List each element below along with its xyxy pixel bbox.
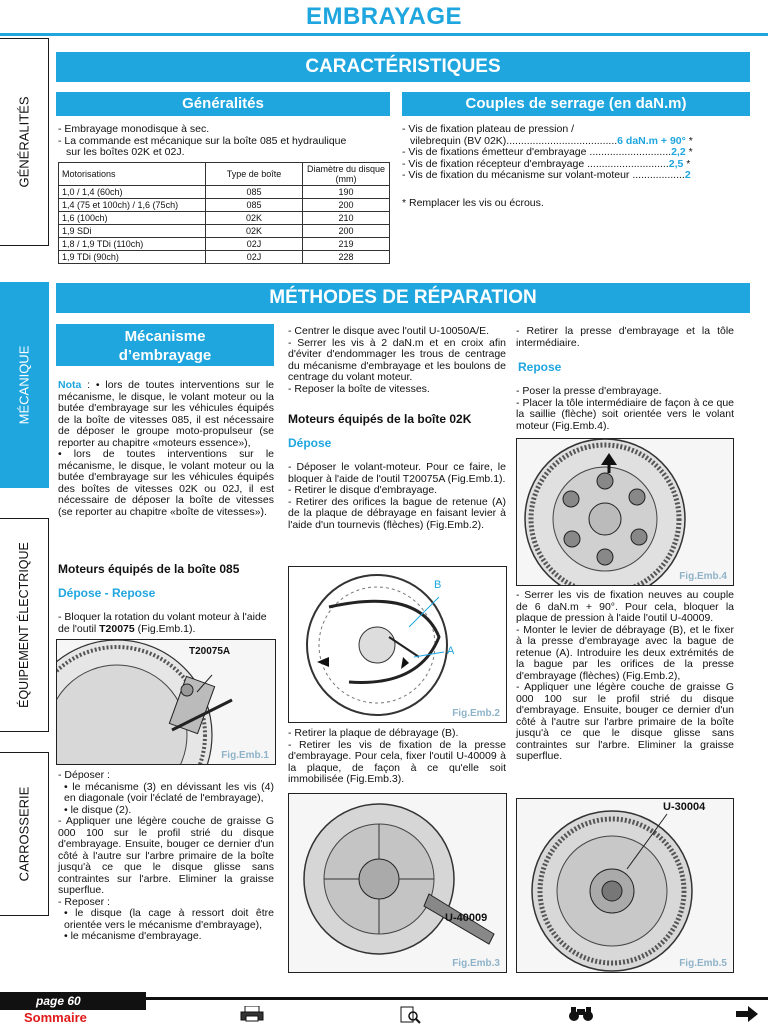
deposer-text: - Déposer : • le mécanisme (3) en dévissant les vis (4) en diagonale (voir l'éclaté de l'embrayage), • le disque (2). - Appliquer une légère couche de graisse G 000 100 sur le profil strié du disque d'embrayage. Ensuite, bouger ce dernier d'un côté à l'autre sur l'arbre primaire de la boîte jusqu'à ce que le disque glisse sans contraintes sur l'arbre. Eliminer la graisse superflue. - Reposer : • le disque (la cage à ressort doit être orientée vers le mécanisme d'embrayage), • le mécanisme d'embrayage. [58, 769, 274, 942]
fig1-caption: Fig.Emb.1 [221, 750, 269, 761]
col3-top-text: - Retirer la presse d'embrayage et la tôle intermédiaire. [516, 325, 734, 349]
sidebar-tab-mecanique[interactable]: MÉCANIQUE [0, 282, 49, 488]
fig2-label-b: B [434, 579, 442, 591]
fig3-caption: Fig.Emb.3 [452, 958, 500, 969]
clutch-spec-table [58, 162, 390, 264]
table-row: 1,9 SDi 02K 200 [59, 225, 390, 238]
figure-emb-5 [516, 798, 734, 973]
figure-emb-2 [288, 566, 507, 723]
heading-depose-repose: Dépose - Repose [58, 586, 156, 600]
pressure-plate-tool-illustration [289, 794, 506, 972]
fig2-caption: Fig.Emb.2 [452, 708, 500, 719]
heading-moteurs-085: Moteurs équipés de la boîte 085 [58, 562, 240, 576]
nota-text: Nota : • lors de toutes interventions sur le mécanisme, le disque, le volant moteur ou la butée d'embrayage sur les véhicules équipés de la boîte de vitesses 085, il est nécessaire de déposer le groupe moto-propulseur (se reporter au chapitre «moteurs essence»), • lors de toutes interventions sur le mécanisme, le disque, le volant moteur ou la butée d'embrayage sur les véhicules équipés des boîtes de vitesses 02K ou 02J, il est nécessaire de déposer la boîte de vitesses (se reporter au chapitre «boîte de vitesses»). [58, 379, 274, 518]
search-document-icon[interactable] [400, 1006, 422, 1024]
fig2-label-a: A [447, 645, 455, 657]
pressure-plate-bolts-illustration [517, 439, 733, 585]
col2-depose-text: - Déposer le volant-moteur. Pour ce faire, le bloquer à l'aide de l'outil T20075A (Fig.Emb.1). - Retirer le disque d'embrayage. - Retirer des orifices la bague de retenue (A) de la plaque de débrayage en faisant levier à l'aide d'un tournevis (flèches) (Fig.Emb.2). [288, 461, 506, 531]
release-plate-illustration [289, 567, 506, 722]
col3-after-fig4-text: - Serrer les vis de fixation neuves au couple de 6 daN.m + 90°. Pour cela, bloquer la plaque de pression à l'aide l'outil U-40009. - Monter le levier de débrayage (B), et le fixer à la presse d'embrayage avec la bague de retenue (A). Introduire les deux extrémités de la bague par les orifices de la presse d'embrayage (flèches) (Fig.Emb.2), - Appliquer une légère couche de graisse G 000 100 sur le profil strié du disque d'embrayage. Ensuite, bouger ce dernier d'un côté à l'autre sur l'arbre primaire de la boîte jusqu'à ce que le disque glisse sans contraintes sur l'arbre. Eliminer la graisse superflue. [516, 589, 734, 762]
table-row: 1,0 / 1,4 (60ch) 085 190 [59, 186, 390, 199]
centering-tool-illustration [517, 799, 733, 972]
section-banner-methodes: MÉTHODES DE RÉPARATION [56, 283, 750, 313]
binoculars-icon[interactable] [568, 1006, 594, 1022]
figure-emb-1 [56, 639, 276, 765]
table-header-row: Motorisations Type de boîte Diamètre du disque (mm) [59, 163, 390, 186]
sidebar-tab-equipement-electrique[interactable]: ÉQUIPEMENT ÉLECTRIQUE [0, 518, 49, 732]
header-rule [0, 33, 768, 36]
heading-repose: Repose [518, 360, 562, 374]
table-row: 1,9 TDi (90ch) 02J 228 [59, 251, 390, 264]
subsection-banner-couples: Couples de serrage (en daN.m) [402, 92, 750, 116]
sommaire-link[interactable]: Sommaire [24, 1010, 87, 1025]
figure-emb-3 [288, 793, 507, 973]
couples-text: - Vis de fixation plateau de pression / vilebrequin (BV 02K)......................................6 daN.m + 90° * - Vis de fixations émetteur d'embrayage ............................2,2 * - Vis de fixation récepteur d'embrayage ............................2,5 * - Vis de fixation du mécanisme sur volant-moteur ..................2 * Remplacer les vis ou écrous. [402, 123, 693, 209]
fig3-tool-label: U-40009 [445, 912, 488, 924]
col3-repose-text: - Poser la presse d'embrayage. - Placer la tôle intermédiaire de façon à ce que la saillie (flèche) soit orientée vers le volant moteur (Fig.Emb.4). [516, 385, 734, 432]
page-title-text: EMBRAYAGE [305, 3, 463, 30]
heading-moteurs-02k: Moteurs équipés de la boîte 02K [288, 412, 472, 426]
subsection-banner-generalites: Généralités [56, 92, 390, 116]
flywheel-tool-illustration [57, 640, 275, 764]
fig1-tool-label: T20075A [189, 646, 231, 657]
col2-top-text: - Centrer le disque avec l'outil U-10050A/E. - Serrer les vis à 2 daN.m et en croix afin d'éviter d'endommager les trous de centrage du mécanisme d'embrayage et les boulons de centrage du volant moteur. - Reposer la boîte de vitesses. [288, 325, 506, 395]
generalites-text: - Embrayage monodisque à sec. - La commande est mécanique sur la boîte 085 et hydraulique sur les boîtes 02K et 02J. [58, 123, 347, 158]
fig5-tool-label: U-30004 [663, 801, 706, 813]
page-number-tab: page 60 [0, 992, 146, 1010]
fig5-caption: Fig.Emb.5 [679, 958, 727, 969]
arrow-right-icon[interactable] [736, 1006, 758, 1022]
section-banner-caracteristiques: CARACTÉRISTIQUES [56, 52, 750, 82]
bloquer-text: - Bloquer la rotation du volant moteur à l'aide de l'outil T20075 (Fig.Emb.1). [58, 611, 267, 635]
table-row: 1,4 (75 et 100ch) / 1,6 (75ch) 085 200 [59, 199, 390, 212]
sidebar-tab-generalites[interactable]: GÉNÉRALITÉS [0, 38, 49, 246]
table-row: 1,6 (100ch) 02K 210 [59, 212, 390, 225]
col2-after-fig2-text: - Retirer la plaque de débrayage (B). - Retirer les vis de fixation de la presse d'embrayage. Pour cela, fixer l'outil U-40009 à la plaque, de façon à ce qu'elle soit immobilisée (Fig.Emb.3). [288, 727, 506, 785]
table-row: 1,8 / 1,9 TDi (110ch) 02J 219 [59, 238, 390, 251]
fig4-caption: Fig.Emb.4 [679, 571, 727, 582]
page-title [0, 0, 768, 34]
printer-icon[interactable] [240, 1006, 264, 1022]
sidebar-tab-carrosserie[interactable]: CARROSSERIE [0, 752, 49, 916]
figure-emb-4 [516, 438, 734, 586]
heading-depose: Dépose [288, 436, 332, 450]
subsection-banner-mecanisme: Mécanisme d’embrayage [56, 324, 274, 366]
